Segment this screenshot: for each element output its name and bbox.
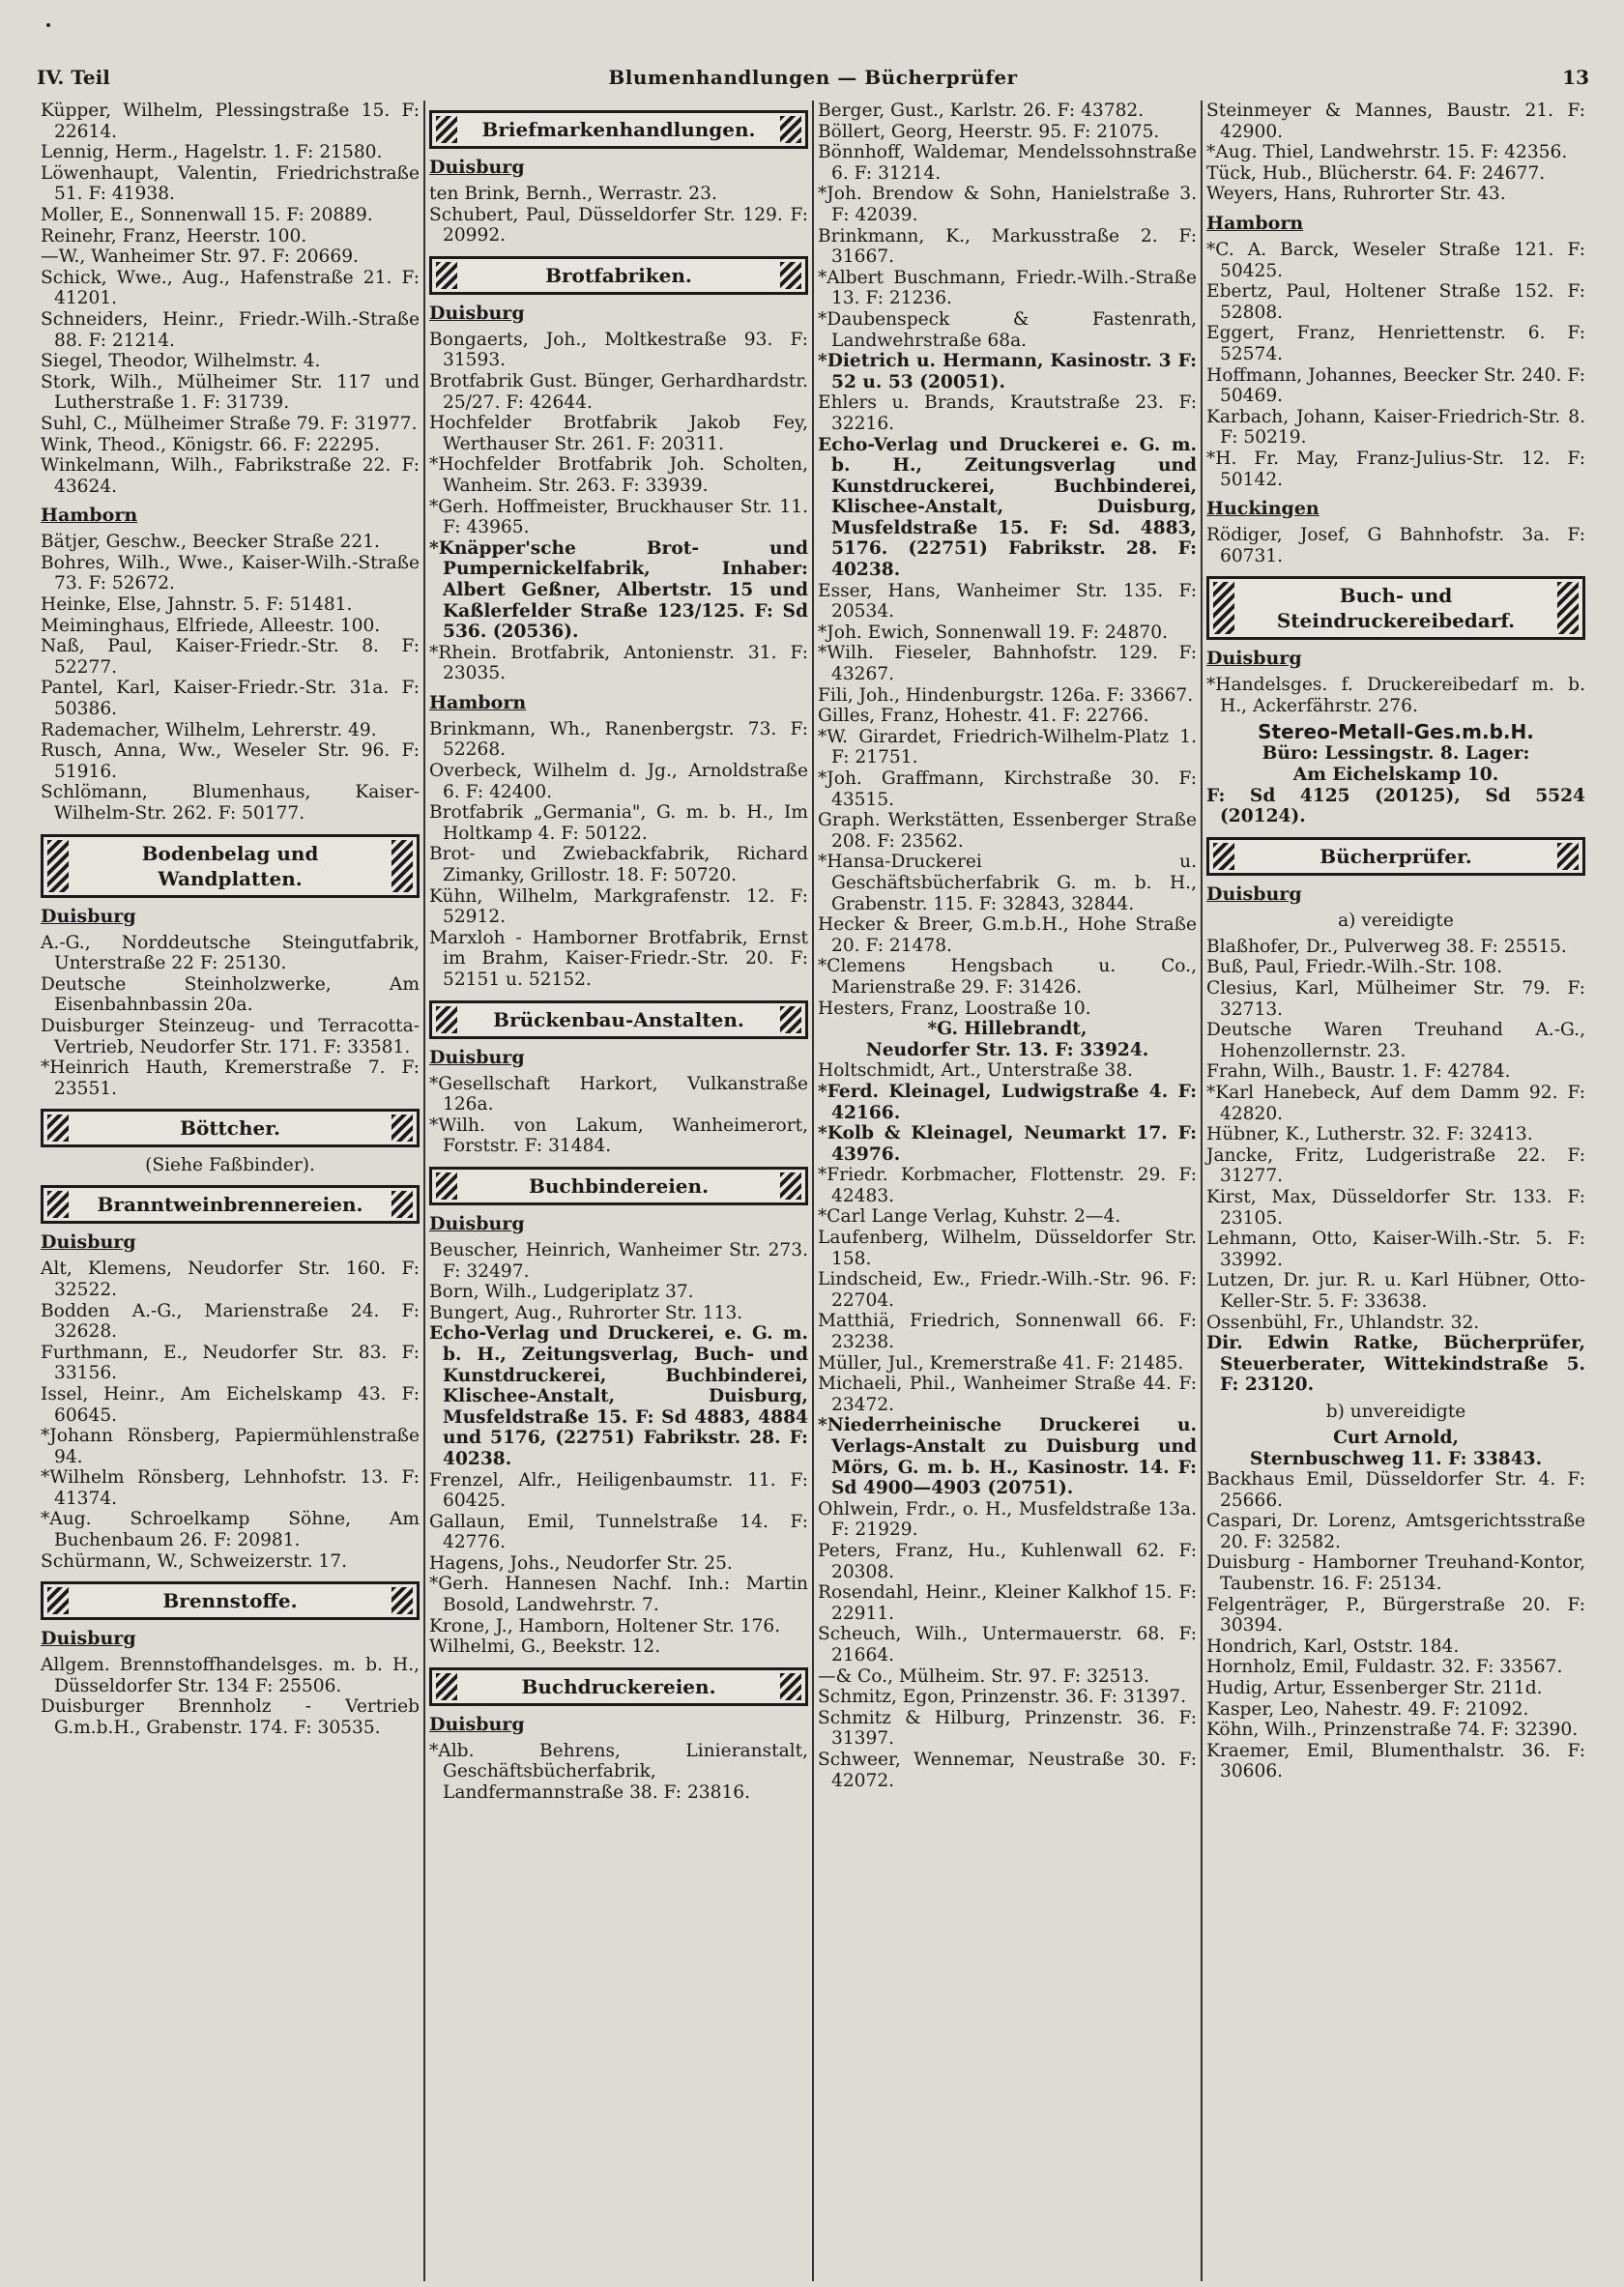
directory-entry: Caspari, Dr. Lorenz, Amtsgerichtsstraße 20. F: 32582. <box>1206 1511 1585 1552</box>
city-heading: Duisburg <box>429 302 525 324</box>
directory-entry: Beuscher, Heinrich, Wanheimer Str. 273. F: 32497. <box>429 1239 808 1282</box>
city-heading: Duisburg <box>429 1046 525 1068</box>
part-label: IV. Teil <box>37 66 110 89</box>
directory-entry: Weyers, Hans, Ruhrorter Str. 43. <box>1206 184 1506 205</box>
city-heading: Duisburg <box>429 157 525 178</box>
directory-entry: *Albert Buschmann, Friedr.-Wilh.-Straße 13. F: 21236. <box>818 267 1197 309</box>
directory-entry: Hagens, Johs., Neudorfer Str. 25. <box>429 1552 733 1574</box>
directory-entry: Köhn, Wilh., Prinzenstraße 74. F: 32390. <box>1206 1720 1579 1741</box>
directory-entry: Fili, Joh., Hindenburgstr. 126a. F: 33667. <box>818 684 1194 706</box>
directory-entry: *Gesellschaft Harkort, Vulkanstraße 126a. <box>429 1073 808 1115</box>
directory-entry: Rusch, Anna, Ww., Weseler Str. 96. F: 51916. <box>41 740 420 782</box>
directory-entry: *Karl Hanebeck, Auf dem Damm 92. F: 42820. <box>1206 1083 1585 1124</box>
directory-entry: *Clemens Hengsbach u. Co., Marienstraße 29. F: 31426. <box>818 956 1197 998</box>
directory-entry: *Johann Rönsberg, Papiermühlenstraße 94. <box>41 1426 420 1467</box>
directory-entry: Schick, Wwe., Aug., Hafenstraße 21. F: 41201. <box>41 267 420 309</box>
directory-entry: Kühn, Wilhelm, Markgrafenstr. 12. F: 52912. <box>429 885 808 928</box>
directory-entry: Graph. Werkstätten, Essenberger Straße 208. F: 23562. <box>818 810 1197 852</box>
directory-entry: Winkelmann, Wilh., Fabrikstraße 22. F: 43624. <box>41 455 420 497</box>
directory-entry: Kraemer, Emil, Blumenthalstr. 36. F: 30606. <box>1206 1740 1585 1782</box>
directory-entry: Echo-Verlag und Druckerei, e. G. m. b. H., Zeitungsverlag, Buch- und Kunstdruckerei, Buchbinderei, Klischee-Anstalt, Duisburg, Musfeldstraße 15. F: Sd 4883, 4884 und 5176, (22751) Fabrikstr. 28. F: 40238. <box>429 1323 808 1469</box>
directory-entry: Lennig, Herm., Hagelstr. 1. F: 21580. <box>41 142 383 163</box>
directory-entry: *Joh. Graffmann, Kirchstraße 30. F: 43515. <box>818 768 1197 810</box>
directory-entry: *Aug. Schroelkamp Söhne, Am Buchenbaum 26. F: 20981. <box>41 1509 420 1551</box>
directory-entry: Michaeli, Phil., Wanheimer Straße 44. F: 23472. <box>818 1374 1197 1415</box>
directory-entry: Kirst, Max, Düsseldorfer Str. 133. F: 23105. <box>1206 1186 1585 1229</box>
directory-entry: *Gerh. Hannesen Nachf. Inh.: Martin Bosold, Landwehrstr. 7. <box>429 1574 808 1616</box>
directory-entry: Buß, Paul, Friedr.-Wilh.-Str. 108. <box>1206 957 1503 978</box>
directory-entry: Bohres, Wilh., Wwe., Kaiser-Wilh.-Straße 73. F: 52672. <box>41 552 420 594</box>
directory-entry: Furthmann, E., Neudorfer Str. 83. F: 33156. <box>41 1342 420 1384</box>
directory-entry: Schneiders, Heinr., Friedr.-Wilh.-Straße 88. F: 21214. <box>41 308 420 351</box>
directory-entry: Naß, Paul, Kaiser-Friedr.-Str. 8. F: 52277. <box>41 636 420 678</box>
directory-entry: Alt, Klemens, Neudorfer Str. 160. F: 32522. <box>41 1259 420 1300</box>
directory-entry: Bätjer, Geschw., Beecker Straße 221. <box>41 532 380 553</box>
directory-entry: *Daubenspeck & Fastenrath, Landwehrstraße 68a. <box>818 308 1197 351</box>
directory-entry: Deutsche Waren Treuhand A.-G., Hohenzollernstr. 23. <box>1206 1020 1585 1061</box>
directory-entry: Esser, Hans, Wanheimer Str. 135. F: 20534. <box>818 580 1197 622</box>
directory-entry: *Joh. Ewich, Sonnenwall 19. F: 24870. <box>818 622 1169 643</box>
directory-entry: A.-G., Norddeutsche Steingutfabrik, Unterstraße 22 F: 25130. <box>41 932 420 974</box>
directory-entry: Rademacher, Wilhelm, Lehrerstr. 49. <box>41 719 377 740</box>
directory-entry: Ehlers u. Brands, Krautstraße 23. F: 32216. <box>818 392 1197 434</box>
directory-entry: Hecker & Breer, G.m.b.H., Hohe Straße 20. F: 21478. <box>818 914 1197 956</box>
city-heading: Duisburg <box>41 905 136 927</box>
directory-entry: *Kolb & Kleinagel, Neumarkt 17. F: 43976. <box>818 1123 1197 1165</box>
directory-entry: Hübner, K., Lutherstr. 32. F: 32413. <box>1206 1124 1533 1145</box>
directory-entry: Schubert, Paul, Düsseldorfer Str. 129. F: 20992. <box>429 204 808 246</box>
directory-entry: Bongaerts, Joh., Moltkestraße 93. F: 31593. <box>429 329 808 371</box>
directory-entry: Berger, Gust., Karlstr. 26. F: 43782. <box>818 101 1145 121</box>
print-speck <box>46 23 50 27</box>
city-heading: Duisburg <box>1206 648 1302 670</box>
city-heading: Duisburg <box>41 1231 136 1254</box>
directory-entry: *Knäpper'sche Brot- und Pumpernickelfabrik, Inhaber: Albert Geßner, Albertstr. 15 und Kaßlerfelder Straße 123/125. F: Sd 536. (20536). <box>429 537 808 643</box>
directory-entry: Hoffmann, Johannes, Beecker Str. 240. F: 50469. <box>1206 364 1585 407</box>
directory-entry: *Alb. Behrens, Linieranstalt, Geschäftsbücherfabrik, Landfermannstraße 38. F: 23816. <box>429 1740 808 1804</box>
directory-entry: Deutsche Steinholzwerke, Am Eisenbahnbassin 20a. <box>41 973 420 1016</box>
directory-entry: Brotfabrik „Germania", G. m. b. H., Im Holtkamp 4. F: 50122. <box>429 802 808 844</box>
directory-entry: *Gerh. Hoffmeister, Bruckhauser Str. 11. F: 43965. <box>429 496 808 538</box>
directory-entry: Matthiä, Friedrich, Sonnenwall 66. F: 23238. <box>818 1311 1197 1353</box>
directory-entry: Allgem. Brennstoffhandelsges. m. b. H., Düsseldorfer Str. 134 F: 25506. <box>41 1655 420 1696</box>
directory-entry: Heinke, Else, Jahnstr. 5. F: 51481. <box>41 594 353 616</box>
directory-entry: *Wilh. von Lakum, Wanheimerort, Forststr. F: 31484. <box>429 1115 808 1157</box>
directory-entry: Gallaun, Emil, Tunnelstraße 14. F: 42776. <box>429 1511 808 1553</box>
directory-entry: Frenzel, Alfr., Heiligenbaumstr. 11. F: 60425. <box>429 1469 808 1512</box>
directory-entry: Duisburg - Hamborner Treuhand-Kontor, Taubenstr. 16. F: 25134. <box>1206 1552 1585 1595</box>
subheading: b) unvereidigte <box>1325 1401 1466 1422</box>
directory-entry: Brinkmann, K., Markusstraße 2. F: 31667. <box>818 225 1197 268</box>
directory-entry: Schmitz & Hilburg, Prinzenstr. 36. F: 31397. <box>818 1707 1197 1750</box>
directory-entry: Krone, J., Hamborn, Holtener Str. 176. <box>429 1615 781 1636</box>
subheading: a) vereidigte <box>1338 910 1454 931</box>
directory-entry: Siegel, Theodor, Wilhelmstr. 4. <box>41 351 321 372</box>
category-heading: Brennstoffe. <box>41 1581 420 1620</box>
directory-entry: Dir. Edwin Ratke, Bücherprüfer, Steuerberater, Wittekindstraße 5. F: 23120. <box>1206 1333 1585 1396</box>
directory-entry: Clesius, Karl, Mülheimer Str. 79. F: 32713. <box>1206 978 1585 1020</box>
category-heading: Bücherprüfer. <box>1206 837 1585 876</box>
directory-entry: Eggert, Franz, Henriettenstr. 6. F: 52574. <box>1206 323 1585 364</box>
directory-entry: Böllert, Georg, Heerstr. 95. F: 21075. <box>818 121 1160 142</box>
category-heading: Buchdruckereien. <box>429 1667 808 1706</box>
directory-entry: *H. Fr. May, Franz-Julius-Str. 12. F: 50142. <box>1206 448 1585 490</box>
centered-entry-line: Büro: Lessingstr. 8. Lager: <box>1262 743 1530 765</box>
directory-entry: Schlömann, Blumenhaus, Kaiser-Wilhelm-Str. 262. F: 50177. <box>41 782 420 824</box>
directory-entry: Ossenbühl, Fr., Uhlandstr. 32. <box>1206 1312 1480 1333</box>
directory-entry: Bungert, Aug., Ruhrorter Str. 113. <box>429 1302 743 1323</box>
columns <box>37 101 1589 2281</box>
directory-entry: Moller, E., Sonnenwall 15. F: 20889. <box>41 204 373 225</box>
category-heading: Brotfabriken. <box>429 256 808 295</box>
directory-entry: Holtschmidt, Art., Unterstraße 38. <box>818 1060 1133 1082</box>
city-heading: Huckingen <box>1206 498 1320 520</box>
directory-entry: —W., Wanheimer Str. 97. F: 20669. <box>41 246 359 268</box>
directory-entry: *W. Girardet, Friedrich-Wilhelm-Platz 1. F: 21751. <box>818 726 1197 768</box>
directory-entry: *Wilh. Fieseler, Bahnhofstr. 129. F: 43267. <box>818 643 1197 685</box>
directory-entry: *Joh. Brendow & Sohn, Hanielstraße 3. F: 42039. <box>818 184 1197 225</box>
category-heading: Buch- und Steindruckereibedarf. <box>1206 576 1585 640</box>
centered-entry-line: Am Eichelskamp 10. <box>1292 765 1499 786</box>
directory-entry: Pantel, Karl, Kaiser-Friedr.-Str. 31a. F: 50386. <box>41 678 420 720</box>
directory-entry: *Aug. Thiel, Landwehrstr. 15. F: 42356. <box>1206 142 1568 163</box>
directory-entry: *Hansa-Druckerei u. Geschäftsbücherfabrik G. m. b. H., Grabenstr. 115. F: 32843, 32844. <box>818 852 1197 914</box>
directory-entry: Echo-Verlag und Druckerei e. G. m. b. H., Zeitungsverlag und Kunstdruckerei, Buchbinderei, Klischee-Anstalt, Duisburg, Musfeldstraße 15. F: Sd. 4883, 5176. (22751) Fabrikstr. 28. F: 40238. <box>818 434 1197 581</box>
directory-entry: *Heinrich Hauth, Kremerstraße 7. F: 23551. <box>41 1057 420 1099</box>
centered-entry-line: Sternbuschweg 11. F: 33843. <box>1249 1448 1543 1469</box>
directory-entry: Löwenhaupt, Valentin, Friedrichstraße 51. F: 41938. <box>41 162 420 205</box>
directory-entry: Tück, Hub., Blücherstr. 64. F: 24677. <box>1206 162 1546 184</box>
directory-entry: *Carl Lange Verlag, Kuhstr. 2—4. <box>818 1206 1121 1228</box>
directory-entry: —& Co., Mülheim. Str. 97. F: 32513. <box>818 1665 1150 1687</box>
directory-entry: Duisburger Steinzeug- und Terracotta-Vertrieb, Neudorfer Str. 171. F: 33581. <box>41 1015 420 1057</box>
category-heading: Böttcher. <box>41 1109 420 1147</box>
centered-entry-line: Curt Arnold, <box>1333 1427 1459 1448</box>
city-heading: Duisburg <box>429 1212 525 1234</box>
page-title: Blumenhandlungen — Bücherprüfer <box>608 66 1018 89</box>
directory-entry: Hornholz, Emil, Fuldastr. 32. F: 33567. <box>1206 1657 1563 1678</box>
category-heading: Briefmarkenhandlungen. <box>429 110 808 149</box>
directory-entry: ten Brink, Bernh., Werrastr. 23. <box>429 184 717 204</box>
directory-entry: Overbeck, Wilhelm d. Jg., Arnoldstraße 6. F: 42400. <box>429 761 808 802</box>
directory-entry: *Ferd. Kleinagel, Ludwigstraße 4. F: 42166. <box>818 1081 1197 1123</box>
city-heading: Duisburg <box>429 1713 525 1735</box>
centered-entry-line: *G. Hillebrandt, <box>927 1019 1088 1040</box>
directory-entry: Müller, Jul., Kremerstraße 41. F: 21485. <box>818 1352 1184 1374</box>
directory-entry: *Niederrheinische Druckerei u. Verlags-Anstalt zu Duisburg und Mörs, G. m. b. H., Kasinostr. 14. F: Sd 4900—4903 (20751). <box>818 1415 1197 1499</box>
directory-entry: Laufenberg, Wilhelm, Düsseldorfer Str. 158. <box>818 1228 1197 1269</box>
directory-entry: Schweer, Wennemar, Neustraße 30. F: 42072. <box>818 1749 1197 1791</box>
directory-entry: Rosendahl, Heinr., Kleiner Kalkhof 15. F: 22911. <box>818 1582 1197 1624</box>
directory-entry: Felgenträger, P., Bürgerstraße 20. F: 30394. <box>1206 1594 1585 1636</box>
directory-entry: Reinehr, Franz, Heerstr. 100. <box>41 225 307 246</box>
directory-entry: Schmitz, Egon, Prinzenstr. 36. F: 31397. <box>818 1687 1186 1708</box>
page-number: 13 <box>1562 66 1589 89</box>
category-heading: Bodenbelag und Wandplatten. <box>41 834 420 898</box>
directory-entry: Meiminghaus, Elfriede, Alleestr. 100. <box>41 615 381 636</box>
directory-entry: *Dietrich u. Hermann, Kasinostr. 3 F: 52 u. 53 (20051). <box>818 351 1197 392</box>
directory-entry: Lindscheid, Ew., Friedr.-Wilh.-Str. 96. F: 22704. <box>818 1269 1197 1311</box>
directory-entry: Gilles, Franz, Hohestr. 41. F: 22766. <box>818 706 1149 727</box>
directory-entry: Peters, Franz, Hu., Kuhlenwall 62. F: 20308. <box>818 1540 1197 1582</box>
category-heading: Buchbindereien. <box>429 1167 808 1205</box>
directory-entry: Wink, Theod., Königstr. 66. F: 22295. <box>41 434 381 455</box>
directory-entry: Karbach, Johann, Kaiser-Friedrich-Str. 8. F: 50219. <box>1206 406 1585 449</box>
directory-entry: Jancke, Fritz, Ludgeristraße 22. F: 31277. <box>1206 1144 1585 1187</box>
directory-entry: *Rhein. Brotfabrik, Antonienstr. 31. F: 23035. <box>429 642 808 684</box>
city-heading: Hamborn <box>429 691 527 713</box>
directory-entry: Brot- und Zwiebackfabrik, Richard Zimanky, Grillostr. 18. F: 50720. <box>429 844 808 886</box>
directory-entry: Born, Wilh., Ludgeriplatz 37. <box>429 1282 694 1303</box>
city-heading: Duisburg <box>41 1628 136 1650</box>
directory-entry: Wilhelmi, G., Beekstr. 12. <box>429 1636 661 1658</box>
directory-entry: Hondrich, Karl, Oststr. 184. <box>1206 1636 1460 1657</box>
directory-entry: *C. A. Barck, Weseler Straße 121. F: 50425. <box>1206 239 1585 281</box>
directory-entry: Lehmann, Otto, Kaiser-Wilh.-Str. 5. F: 33992. <box>1206 1229 1585 1270</box>
advert-line: Stereo-Metall-Ges.m.b.H. <box>1258 720 1534 744</box>
running-header <box>37 66 1589 95</box>
directory-entry: Ohlwein, Frdr., o. H., Musfeldstraße 13a. F: 21929. <box>818 1498 1197 1541</box>
directory-entry: Suhl, C., Mülheimer Straße 79. F: 31977. <box>41 413 418 434</box>
city-heading: Hamborn <box>1206 212 1304 234</box>
directory-entry: Duisburger Brennholz - Vertrieb G.m.b.H., Grabenstr. 174. F: 30535. <box>41 1696 420 1739</box>
directory-entry: Blaßhofer, Dr., Pulverweg 38. F: 25515. <box>1206 936 1567 957</box>
directory-entry: Frahn, Wilh., Baustr. 1. F: 42784. <box>1206 1061 1511 1083</box>
directory-entry: Kasper, Leo, Nahestr. 49. F: 21092. <box>1206 1698 1529 1720</box>
directory-entry: Steinmeyer & Mannes, Baustr. 21. F: 42900. <box>1206 101 1585 142</box>
directory-entry: Stork, Wilh., Mülheimer Str. 117 und Lutherstraße 1. F: 31739. <box>41 371 420 414</box>
directory-entry: Scheuch, Wilh., Untermauerstr. 68. F: 21664. <box>818 1624 1197 1665</box>
column-1 <box>37 101 423 2281</box>
directory-entry: Schürmann, W., Schweizerstr. 17. <box>41 1550 347 1572</box>
directory-entry: Lutzen, Dr. jur. R. u. Karl Hübner, Otto-Keller-Str. 5. F: 33638. <box>1206 1270 1585 1312</box>
directory-entry: Ebertz, Paul, Holtener Straße 152. F: 52808. <box>1206 281 1585 323</box>
cross-reference-note: (Siehe Faßbinder). <box>145 1155 315 1176</box>
city-heading: Hamborn <box>41 505 138 527</box>
directory-entry: Bodden A.-G., Marienstraße 24. F: 32628. <box>41 1300 420 1343</box>
centered-entry-line: Neudorfer Str. 13. F: 33924. <box>865 1039 1149 1060</box>
directory-entry: Rödiger, Josef, G Bahnhofstr. 3a. F: 60731. <box>1206 525 1585 566</box>
directory-entry: Brotfabrik Gust. Bünger, Gerhardhardstr. 25/27. F: 42644. <box>429 370 808 413</box>
directory-entry: F: Sd 4125 (20125), Sd 5524 (20124). <box>1206 785 1585 827</box>
category-heading: Brückenbau-Anstalten. <box>429 1000 808 1039</box>
directory-entry: *Friedr. Korbmacher, Flottenstr. 29. F: 42483. <box>818 1165 1197 1206</box>
directory-entry: *Hochfelder Brotfabrik Joh. Scholten, Wanheim. Str. 263. F: 33939. <box>429 454 808 496</box>
column-3 <box>812 101 1201 2281</box>
column-2 <box>423 101 812 2281</box>
directory-entry: Küpper, Wilhelm, Plessingstraße 15. F: 22614. <box>41 101 420 142</box>
category-heading: Branntweinbrennereien. <box>41 1185 420 1224</box>
directory-entry: *Wilhelm Rönsberg, Lehnhofstr. 13. F: 41374. <box>41 1467 420 1509</box>
column-4 <box>1201 101 1589 2281</box>
directory-entry: *Handelsges. f. Druckereibedarf m. b. H., Ackerfährstr. 276. <box>1206 675 1585 716</box>
directory-entry: Bönnhoff, Waldemar, Mendelssohnstraße 6. F: 31214. <box>818 142 1197 184</box>
city-heading: Duisburg <box>1206 883 1302 905</box>
directory-entry: Hesters, Franz, Loostraße 10. <box>818 998 1091 1019</box>
directory-entry: Issel, Heinr., Am Eichelskamp 43. F: 60645. <box>41 1383 420 1426</box>
directory-entry: Hochfelder Brotfabrik Jakob Fey, Werthauser Str. 261. F: 20311. <box>429 413 808 454</box>
directory-entry: Brinkmann, Wh., Ranenbergstr. 73. F: 52268. <box>429 718 808 761</box>
directory-entry: Marxloh - Hamborner Brotfabrik, Ernst im Brahm, Kaiser-Friedr.-Str. 20. F: 52151 u. 52152. <box>429 927 808 990</box>
directory-entry: Hudig, Artur, Essenberger Str. 211d. <box>1206 1678 1543 1699</box>
directory-entry: Backhaus Emil, Düsseldorfer Str. 4. F: 25666. <box>1206 1469 1585 1511</box>
